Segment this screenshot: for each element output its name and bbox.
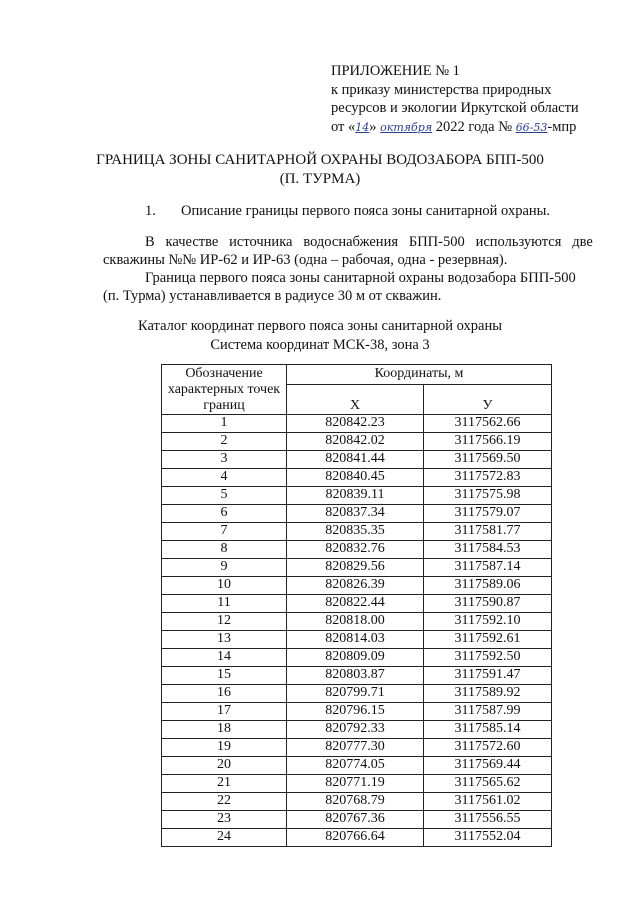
section-heading: Описание границы первого пояса зоны санитарной охраны. — [181, 203, 551, 219]
point-number-cell: 16 — [162, 685, 287, 703]
table-row — [162, 667, 552, 685]
paragraph-1-line-1: В качестве источника водоснабжения БПП-500 используются две — [145, 234, 593, 250]
x-coordinate-cell: 820792.33 — [287, 721, 424, 739]
point-number-cell: 8 — [162, 541, 287, 559]
appendix-date-line — [331, 118, 579, 138]
title-line-2: (П. ТУРМА) — [279, 171, 361, 187]
date-year: 2022 года № — [432, 118, 516, 135]
x-coordinate-cell: 820767.36 — [287, 811, 424, 829]
table-row — [162, 829, 552, 847]
y-coordinate-cell: 3117590.87 — [424, 595, 552, 613]
table-row — [162, 523, 552, 541]
point-number-cell: 9 — [162, 559, 287, 577]
paragraph-1-line-2: скважины №№ ИР-62 и ИР-63 (одна – рабочая, одна - резервная). — [103, 252, 508, 268]
point-number-cell: 11 — [162, 595, 287, 613]
x-coordinate-cell: 820826.39 — [287, 577, 424, 595]
x-coordinate-cell: 820835.35 — [287, 523, 424, 541]
y-coordinate-cell: 3117591.47 — [424, 667, 552, 685]
title-line-1: ГРАНИЦА ЗОНЫ САНИТАРНОЙ ОХРАНЫ ВОДОЗАБОРА БПП-500 — [96, 152, 544, 168]
x-coordinate-cell: 820771.19 — [287, 775, 424, 793]
y-coordinate-cell: 3117587.14 — [424, 559, 552, 577]
table-row — [162, 703, 552, 721]
x-coordinate-cell: 820766.64 — [287, 829, 424, 847]
table-row — [162, 721, 552, 739]
point-number-cell: 3 — [162, 451, 287, 469]
x-coordinate-cell: 820837.34 — [287, 505, 424, 523]
x-coordinate-cell: 820799.71 — [287, 685, 424, 703]
table-row — [162, 739, 552, 757]
paragraph-2-line-1: Граница первого пояса зоны санитарной охраны водозабора БПП-500 — [145, 270, 576, 286]
coordinates-table — [161, 364, 552, 847]
x-coordinate-cell: 820768.79 — [287, 793, 424, 811]
y-coordinate-cell: 3117592.61 — [424, 631, 552, 649]
appendix-title: ПРИЛОЖЕНИЕ № 1 — [331, 63, 460, 79]
handwritten-month: октября — [380, 120, 433, 134]
table-row — [162, 595, 552, 613]
appendix-header — [331, 62, 579, 137]
paragraph-2-line-2: (п. Турма) устанавливается в радиусе 30 м от скважин. — [103, 288, 442, 304]
table-row — [162, 649, 552, 667]
y-coordinate-cell: 3117569.44 — [424, 757, 552, 775]
table-row — [162, 613, 552, 631]
y-coordinate-cell: 3117584.53 — [424, 541, 552, 559]
x-coordinate-cell: 820809.09 — [287, 649, 424, 667]
y-coordinate-cell: 3117592.10 — [424, 613, 552, 631]
x-coordinate-cell: 820842.02 — [287, 433, 424, 451]
point-number-cell: 18 — [162, 721, 287, 739]
y-coordinate-cell: 3117561.02 — [424, 793, 552, 811]
point-number-cell: 24 — [162, 829, 287, 847]
x-coordinate-cell: 820774.05 — [287, 757, 424, 775]
table-row — [162, 505, 552, 523]
coordinates-column-header: Координаты, м — [287, 365, 552, 385]
y-coordinate-cell: 3117562.66 — [424, 415, 552, 433]
y-coordinate-cell: 3117585.14 — [424, 721, 552, 739]
point-number-cell: 15 — [162, 667, 287, 685]
x-coordinate-cell: 820842.23 — [287, 415, 424, 433]
table-row — [162, 451, 552, 469]
y-coordinate-cell: 3117566.19 — [424, 433, 552, 451]
point-number-cell: 17 — [162, 703, 287, 721]
y-coordinate-cell: 3117552.04 — [424, 829, 552, 847]
point-number-cell: 20 — [162, 757, 287, 775]
table-row — [162, 577, 552, 595]
section-number: 1. — [145, 203, 156, 219]
coordinates-table-body — [162, 415, 552, 847]
table-row — [162, 811, 552, 829]
table-row — [162, 541, 552, 559]
x-coordinate-cell: 820822.44 — [287, 595, 424, 613]
y-coordinate-cell: 3117592.50 — [424, 649, 552, 667]
table-row — [162, 415, 552, 433]
table-row — [162, 685, 552, 703]
point-number-cell: 19 — [162, 739, 287, 757]
x-coordinate-cell: 820777.30 — [287, 739, 424, 757]
x-coordinate-cell: 820829.56 — [287, 559, 424, 577]
point-number-cell: 7 — [162, 523, 287, 541]
table-row — [162, 487, 552, 505]
table-row — [162, 757, 552, 775]
x-coordinate-cell: 820841.44 — [287, 451, 424, 469]
table-row — [162, 775, 552, 793]
y-column-header: У — [424, 385, 552, 415]
x-coordinate-cell: 820839.11 — [287, 487, 424, 505]
point-number-cell: 6 — [162, 505, 287, 523]
point-number-cell: 4 — [162, 469, 287, 487]
catalog-caption-line-1: Каталог координат первого пояса зоны санитарной охраны — [138, 318, 502, 334]
x-column-header: X — [287, 385, 424, 415]
x-coordinate-cell: 820818.00 — [287, 613, 424, 631]
point-number-cell: 23 — [162, 811, 287, 829]
date-mid: » — [369, 118, 381, 135]
table-row — [162, 793, 552, 811]
point-number-cell: 12 — [162, 613, 287, 631]
table-row — [162, 469, 552, 487]
table-row — [162, 433, 552, 451]
y-coordinate-cell: 3117569.50 — [424, 451, 552, 469]
table-row — [162, 559, 552, 577]
catalog-caption — [0, 317, 640, 354]
y-coordinate-cell: 3117589.92 — [424, 685, 552, 703]
document-title — [0, 151, 640, 189]
y-coordinate-cell: 3117572.83 — [424, 469, 552, 487]
y-coordinate-cell: 3117579.07 — [424, 505, 552, 523]
x-coordinate-cell: 820803.87 — [287, 667, 424, 685]
handwritten-order-number: 66-53 — [515, 120, 548, 134]
y-coordinate-cell: 3117589.06 — [424, 577, 552, 595]
order-suffix: -мпр — [547, 118, 577, 135]
appendix-line-2: ресурсов и экологии Иркутской области — [331, 100, 579, 116]
y-coordinate-cell: 3117581.77 — [424, 523, 552, 541]
y-coordinate-cell: 3117575.98 — [424, 487, 552, 505]
point-number-cell: 21 — [162, 775, 287, 793]
point-number-cell: 14 — [162, 649, 287, 667]
y-coordinate-cell: 3117587.99 — [424, 703, 552, 721]
x-coordinate-cell: 820840.45 — [287, 469, 424, 487]
point-column-header: Обозначение характерных точек границ — [162, 365, 287, 415]
x-coordinate-cell: 820796.15 — [287, 703, 424, 721]
point-number-cell: 5 — [162, 487, 287, 505]
y-coordinate-cell: 3117556.55 — [424, 811, 552, 829]
handwritten-day: 14 — [355, 120, 370, 134]
appendix-line-1: к приказу министерства природных — [331, 81, 552, 98]
point-number-cell: 1 — [162, 415, 287, 433]
catalog-caption-line-2: Система координат МСК-38, зона 3 — [210, 336, 430, 353]
date-prefix: от « — [331, 118, 356, 135]
y-coordinate-cell: 3117565.62 — [424, 775, 552, 793]
x-coordinate-cell: 820832.76 — [287, 541, 424, 559]
table-row — [162, 631, 552, 649]
point-number-cell: 13 — [162, 631, 287, 649]
point-number-cell: 22 — [162, 793, 287, 811]
y-coordinate-cell: 3117572.60 — [424, 739, 552, 757]
x-coordinate-cell: 820814.03 — [287, 631, 424, 649]
point-number-cell: 10 — [162, 577, 287, 595]
point-number-cell: 2 — [162, 433, 287, 451]
